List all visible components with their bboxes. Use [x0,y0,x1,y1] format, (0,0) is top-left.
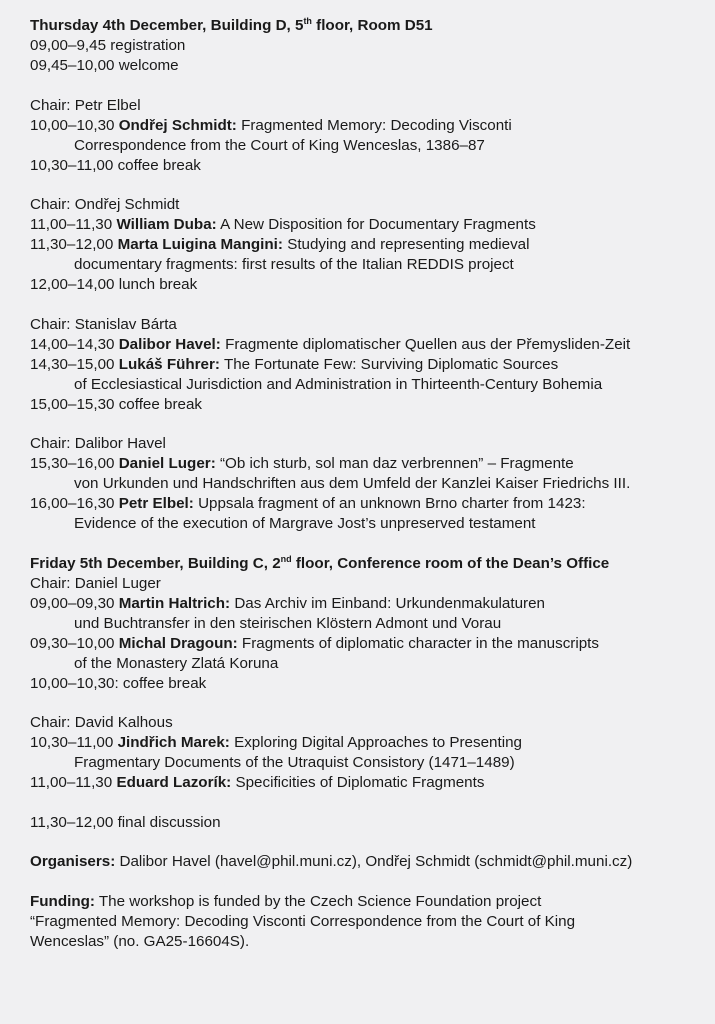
talk-title-continued: of the Monastery Zlatá Koruna [74,654,279,672]
talk-title-continued: of Ecclesiastical Jurisdiction and Administration in Thirteenth-Century Bohemia [74,375,603,393]
talk-title: Exploring Digital Approaches to Presenting [234,734,522,751]
speaker-name: Michal Dragoun: [118,634,238,652]
speaker-name: Ondřej Schmidt: [118,116,237,134]
talk-item: 15,30–16,00 Daniel Luger: “Ob ich sturb, sol man daz verbrennen” – Fragmente [30,455,574,472]
session-chair: Chair: Dalibor Havel [30,435,166,452]
talk-title: Specificities of Diplomatic Fragments [235,774,485,791]
organisers-text: Dalibor Havel (havel@phil.muni.cz), Ondřej Schmidt (schmidt@phil.muni.cz) [119,853,633,870]
day-heading [30,16,715,36]
funding-line: Wenceslas” (no. GA25-16604S). [30,932,250,950]
talk-item: 11,00–11,30 William Duba: A New Disposition for Documentary Fragments [30,216,536,233]
funding-label: Funding: [30,892,95,910]
talk-title: Studying and representing medieval [287,236,530,253]
funding-line: “Fragmented Memory: Decoding Visconti Correspondence from the Court of King [30,912,576,930]
speaker-name: Lukáš Führer: [118,355,220,373]
talk-item: 09,30–10,00 Michal Dragoun: Fragments of diplomatic character in the manuscripts [30,634,599,652]
session-chair: Chair: Stanislav Bárta [30,315,177,333]
day-heading [30,554,715,574]
talk-title-continued: von Urkunden und Handschriften aus dem Umfeld der Kanzlei Kaiser Friedrichs III. [74,475,631,492]
talk-title-continued: und Buchtransfer in den steirischen Klöstern Admont und Vorau [74,614,502,632]
speaker-name: William Duba: [116,216,217,233]
day-heading-text: floor, Room D51 [311,17,433,34]
session-chair: Chair: David Kalhous [30,714,173,731]
ordinal-suffix: th [303,15,312,26]
talk-title: Fragmented Memory: Decoding Visconti [241,116,512,134]
talk-item: 10,30–11,00 Jindřich Marek: Exploring Digital Approaches to Presenting [30,734,522,751]
speaker-name: Eduard Lazorík: [116,774,232,791]
speaker-name: Petr Elbel: [118,495,194,512]
talk-title: Fragmente diplomatischer Quellen aus der Přemysliden-Zeit [225,335,631,353]
speaker-name: Marta Luigina Mangini: [117,236,283,253]
talk-title-continued: Evidence of the execution of Margrave Jost’s unpreserved testament [74,515,536,532]
break-item: 10,00–10,30: coffee break [30,674,207,692]
talk-title-continued: Fragmentary Documents of the Utraquist Consistory (1471–1489) [74,754,515,771]
talk-title-continued: Correspondence from the Court of King Wenceslas, 1386–87 [74,136,485,154]
day-heading-text: Thursday 4th December, Building D, 5 [30,17,304,34]
funding-line: The workshop is funded by the Czech Science Foundation project [98,892,542,910]
ordinal-suffix: nd [280,553,292,564]
break-item: 15,00–15,30 coffee break [30,395,203,413]
break-item: 12,00–14,00 lunch break [30,276,198,293]
speaker-name: Jindřich Marek: [117,734,230,751]
talk-title: Das Archiv im Einband: Urkundenmakulaturen [234,594,545,612]
talk-item: 14,30–15,00 Lukáš Führer: The Fortunate Few: Surviving Diplomatic Sources [30,355,559,373]
session-chair: Chair: Petr Elbel [30,96,141,114]
speaker-name: Daniel Luger: [118,455,216,472]
talk-title: A New Disposition for Documentary Fragments [220,216,536,233]
session-chair: Chair: Ondřej Schmidt [30,196,180,213]
speaker-name: Dalibor Havel: [118,335,221,353]
day-heading-text: floor, Conference room of the Dean’s Office [291,554,610,572]
funding [30,892,715,912]
talk-title-continued: documentary fragments: first results of the Italian REDDIS project [74,256,514,273]
talk-item: 11,30–12,00 Marta Luigina Mangini: Studying and representing medieval [30,236,530,253]
talk-title: “Ob ich sturb, sol man daz verbrennen” – Fragmente [219,455,574,472]
session-chair: Chair: Daniel Luger [30,574,161,592]
talk-item: 10,00–10,30 Ondřej Schmidt: Fragmented Memory: Decoding Visconti [30,116,512,134]
schedule-item: 09,00–9,45 registration [30,37,186,54]
talk-item: 14,00–14,30 Dalibor Havel: Fragmente diplomatischer Quellen aus der Přemysliden-Zeit [30,335,631,353]
break-item: 10,30–11,00 coffee break [30,156,201,174]
final-discussion: 11,30–12,00 final discussion [30,813,221,831]
talk-item: 09,00–09,30 Martin Haltrich: Das Archiv im Einband: Urkundenmakulaturen [30,594,545,612]
talk-title: Fragments of diplomatic character in the manuscripts [241,634,599,652]
speaker-name: Martin Haltrich: [118,594,231,612]
talk-item: 16,00–16,30 Petr Elbel: Uppsala fragment of an unknown Brno charter from 1423: [30,495,586,512]
organisers-label: Organisers: [30,853,116,870]
organisers [30,852,715,872]
schedule-item: 09,45–10,00 welcome [30,57,179,74]
day-heading-text: Friday 5th December, Building C, 2 [30,554,281,572]
talk-title: Uppsala fragment of an unknown Brno charter from 1423: [198,495,586,512]
talk-item: 11,00–11,30 Eduard Lazorík: Specificities of Diplomatic Fragments [30,774,485,791]
talk-title: The Fortunate Few: Surviving Diplomatic Sources [223,355,559,373]
